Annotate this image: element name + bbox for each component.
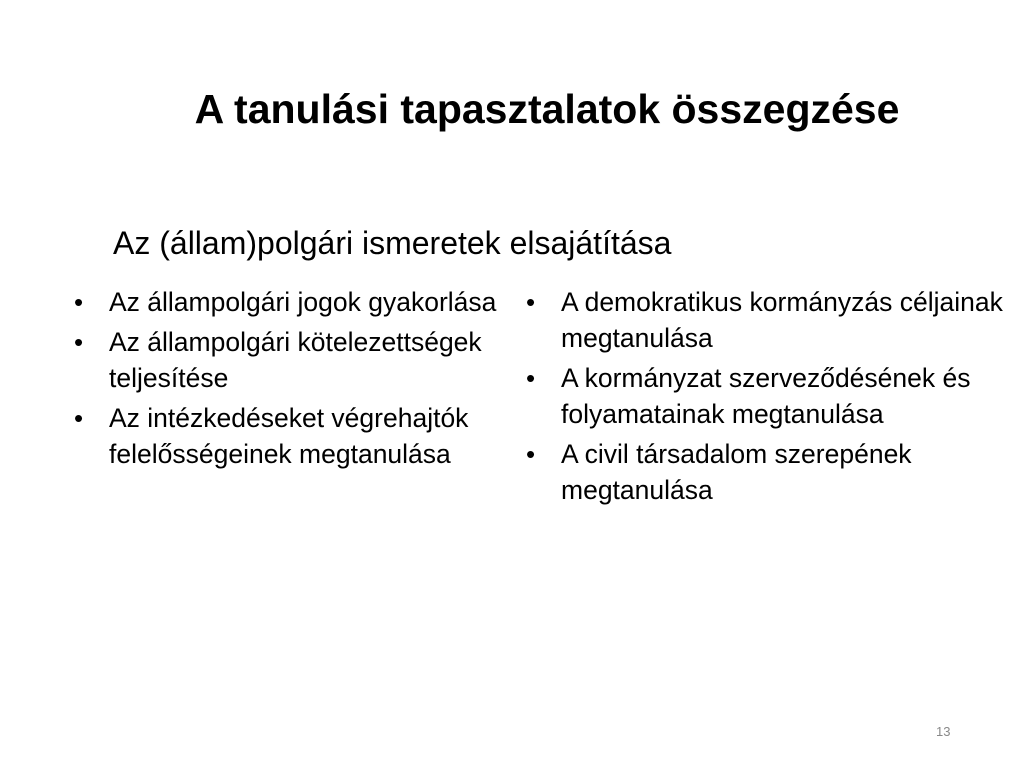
page-number: 13: [936, 724, 951, 739]
bullet-icon: •: [526, 287, 536, 317]
list-item-text: A demokratikus kormányzás céljainak megtanulása: [561, 287, 1003, 353]
list-item: [524, 360, 1010, 432]
list-item-text: Az állampolgári jogok gyakorlása: [109, 287, 497, 317]
left-bullet-list: [72, 284, 512, 476]
list-item: [72, 400, 512, 472]
list-item: [524, 436, 1010, 508]
bullet-icon: •: [74, 403, 84, 433]
bullet-icon: •: [74, 287, 84, 317]
bullet-icon: •: [74, 327, 84, 357]
list-item-text: A civil társadalom szerepének megtanulása: [561, 439, 912, 505]
bullet-icon: •: [526, 363, 536, 393]
slide-title: A tanulási tapasztalatok összegzése: [194, 86, 900, 132]
slide-subtitle: Az (állam)polgári ismeretek elsajátítása: [113, 225, 672, 261]
list-item-text: Az állampolgári kötelezettségek teljesítése: [109, 327, 482, 393]
bullet-icon: •: [526, 439, 536, 469]
list-item: [72, 324, 512, 396]
list-item: [72, 284, 512, 320]
list-item-text: A kormányzat szerveződésének és folyamatainak megtanulása: [561, 363, 971, 429]
list-item-text: Az intézkedéseket végrehajtók felelősségeinek megtanulása: [109, 403, 469, 469]
list-item: [524, 284, 1010, 356]
right-bullet-list: [524, 284, 1010, 512]
